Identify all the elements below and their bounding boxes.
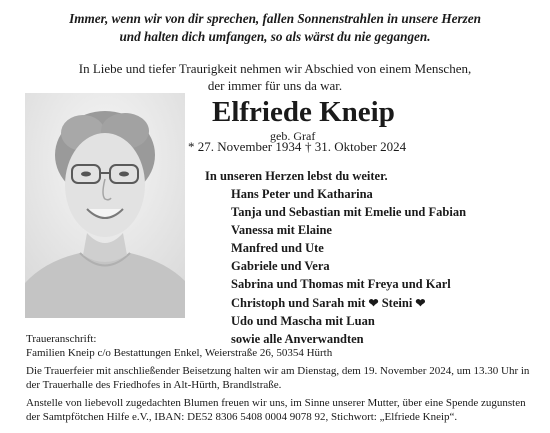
death-date: † 31. Oktober 2024 xyxy=(305,139,407,154)
mourners-list xyxy=(231,185,466,348)
mourner-line: Vanessa mit Elaine xyxy=(231,223,332,238)
mourner-line: Gabriele und Vera xyxy=(231,259,330,274)
mourner-line-hearts xyxy=(231,294,466,312)
mourner-heart-text-middle: Steini xyxy=(381,295,413,310)
intro-line-1: In Liebe und tiefer Traurigkeit nehmen wir Abschied von einem Menschen, xyxy=(78,61,472,76)
mourner-line: Sabrina und Thomas mit Freya und Karl xyxy=(231,277,451,292)
ceremony-line-2: der Trauerhalle des Friedhofes in Alt-Hürth, Brandlstraße. xyxy=(26,379,282,391)
mourners-heading: In unseren Herzen lebst du weiter. xyxy=(205,169,388,183)
donation-line-1: Anstelle von liebevoll zugedachten Blumen freuen wir uns, im Sinne unserer Mutter, über eine Spende zugunsten xyxy=(26,397,526,409)
birth-name: geb. Graf xyxy=(270,129,316,143)
quote-line-2: und halten dich umfangen, so als wärst du nie gegangen. xyxy=(119,29,431,44)
birth-date: * 27. November 1934 xyxy=(188,139,302,154)
quote-line-1: Immer, wenn wir von dir sprechen, fallen Sonnenstrahlen in unsere Herzen xyxy=(69,11,481,26)
deceased-name: Elfriede Kneip xyxy=(212,96,395,128)
ceremony-line-1: Die Trauerfeier mit anschließender Beisetzung halten wir am Dienstag, dem 19. November 2024, um 13.30 Uhr in xyxy=(26,365,530,377)
mourner-line: sowie alle Anverwandten xyxy=(231,331,364,346)
heart-icon: ❤ xyxy=(415,295,426,310)
heart-icon: ❤ xyxy=(368,295,379,310)
mourner-line: Manfred und Ute xyxy=(231,241,324,256)
mourner-line: Hans Peter und Katharina xyxy=(231,187,373,201)
mourner-line: Udo und Mascha mit Luan xyxy=(231,313,375,328)
address-line: Familien Kneip c/o Bestattungen Enkel, Weierstraße 26, 50354 Hürth xyxy=(26,347,333,359)
mourner-heart-text-before: Christoph und Sarah mit xyxy=(231,295,366,310)
portrait-illustration xyxy=(25,93,185,318)
portrait-photo xyxy=(25,93,185,318)
mourner-line: Tanja und Sebastian mit Emelie und Fabian xyxy=(231,205,467,220)
address-label: Traueranschrift: xyxy=(26,333,97,345)
donation-line-2: der Samtpfötchen Hilfe e.V., IBAN: DE52 8306 5408 0004 9078 92, Stichwort: „Elfriede Kneip“. xyxy=(26,411,458,423)
intro-line-2: der immer für uns da war. xyxy=(207,78,343,93)
